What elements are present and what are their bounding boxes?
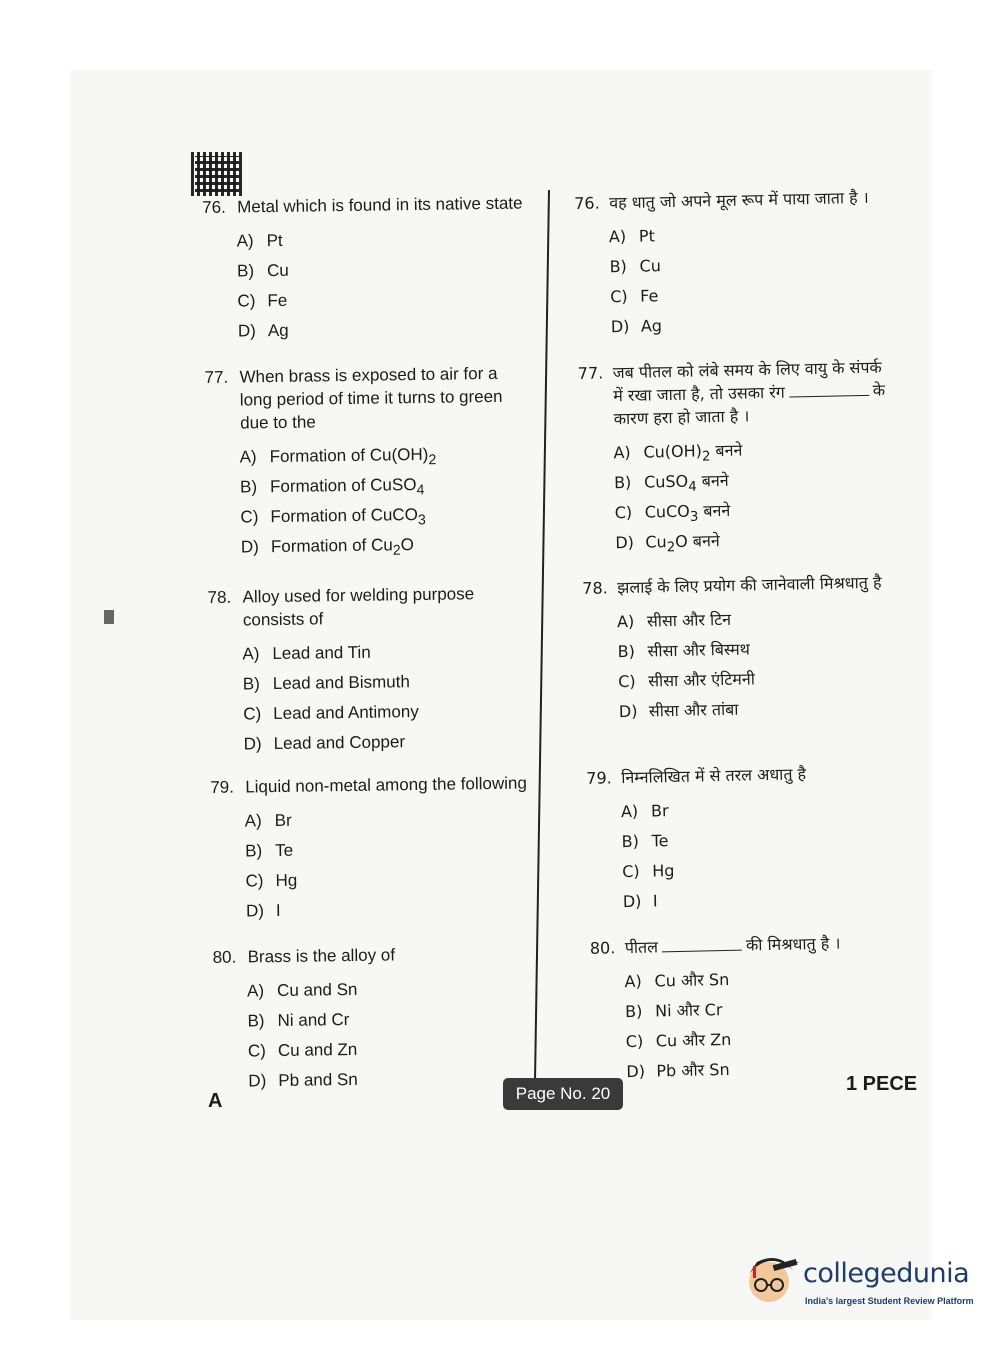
question-80 xyxy=(212,941,554,1097)
qr-code xyxy=(191,152,243,196)
option-d xyxy=(238,312,544,346)
option-b xyxy=(240,468,546,502)
option-letter: D) xyxy=(618,701,638,722)
option-a xyxy=(239,438,545,472)
option-text: Pb and Sn xyxy=(278,1069,358,1091)
option-c xyxy=(243,695,549,729)
option-letter: A) xyxy=(244,811,262,831)
option-letter: D) xyxy=(245,901,265,921)
question-number: 77. xyxy=(577,363,604,383)
option-a xyxy=(242,635,548,669)
option-letter: B) xyxy=(613,472,632,493)
brand-tagline: India's largest Student Review Platform xyxy=(805,1296,974,1306)
fill-in-blank xyxy=(789,395,869,398)
margin-mark xyxy=(104,610,114,624)
option-letter: D) xyxy=(237,321,256,341)
option-text: Formation of Cu(OH) xyxy=(269,444,429,467)
option-c xyxy=(248,1032,554,1066)
option-subscript: 2 xyxy=(428,452,437,469)
option-b xyxy=(245,832,551,866)
question-text: Liquid non-metal among the following xyxy=(245,773,527,797)
option-letter: D) xyxy=(622,891,642,912)
question-text: कारण हरा हो जाता है । xyxy=(613,406,750,429)
option-text: Formation of Cu xyxy=(270,535,393,557)
option-text: सीसा और तांबा xyxy=(648,699,739,721)
option-letter: B) xyxy=(239,477,258,497)
question-number: 76. xyxy=(202,197,226,217)
question-76 xyxy=(574,185,917,343)
question-text: वह धातु जो अपने मूल रूप में पाया जाता है । xyxy=(609,187,869,213)
option-letter: D) xyxy=(240,537,259,557)
option-letter: A) xyxy=(239,447,257,467)
option-text: Fe xyxy=(639,286,659,306)
option-letter: D) xyxy=(243,734,262,754)
option-text: Br xyxy=(650,801,669,821)
option-letter: B) xyxy=(617,641,636,662)
option-text: Pt xyxy=(266,230,283,251)
option-text: सीसा और एंटिमनी xyxy=(648,669,756,691)
option-text-after: बनने xyxy=(696,470,729,491)
option-letter: D) xyxy=(610,316,630,337)
option-text: I xyxy=(652,891,658,911)
brand-name: collegedunia xyxy=(803,1258,970,1289)
question-76 xyxy=(202,191,544,347)
option-d xyxy=(246,892,552,926)
question-text: जब पीतल को लंबे समय के लिए वायु के संपर्क xyxy=(612,357,882,383)
option-letter: A) xyxy=(608,226,627,247)
option-subscript: 4 xyxy=(688,479,697,495)
mascot-icon xyxy=(745,1252,801,1308)
option-a xyxy=(236,222,542,256)
option-text: Cu and Zn xyxy=(277,1039,358,1061)
english-column xyxy=(202,191,554,1091)
question-number: 77. xyxy=(204,367,229,387)
option-c xyxy=(245,862,551,896)
option-subscript: 2 xyxy=(666,540,676,556)
option-letter: B) xyxy=(247,1011,265,1031)
option-text: Formation of CuSO xyxy=(269,475,417,497)
option-text: CuSO xyxy=(643,471,689,492)
option-text: Cu और Zn xyxy=(655,1029,732,1051)
option-letter: A) xyxy=(624,971,642,992)
option-d xyxy=(611,306,918,342)
option-text: Ag xyxy=(267,320,289,341)
question-78 xyxy=(582,570,925,728)
option-a xyxy=(245,802,551,836)
option-text: सीसा और बिस्मथ xyxy=(647,639,751,661)
question-text: Brass is the alloy of xyxy=(247,945,396,967)
option-text: I xyxy=(275,900,281,921)
option-letter: D) xyxy=(626,1061,646,1082)
question-77 xyxy=(204,361,547,563)
option-letter: C) xyxy=(614,502,633,523)
option-text: Lead and Copper xyxy=(273,732,406,754)
option-letter: A) xyxy=(620,801,639,822)
option-text: Hg xyxy=(275,870,298,891)
option-d xyxy=(619,691,926,727)
option-text: Cu xyxy=(266,260,289,281)
question-text-suffix: की मिश्रधातु है । xyxy=(745,933,841,955)
option-letter: C) xyxy=(243,704,262,724)
set-label: A xyxy=(208,1090,223,1112)
option-d xyxy=(615,522,922,558)
question-text: due to the xyxy=(240,412,316,433)
option-letter: C) xyxy=(245,871,264,891)
option-c xyxy=(237,282,543,316)
question-number: 78. xyxy=(207,587,232,607)
question-text: When brass is exposed to air for a xyxy=(239,363,498,387)
option-d xyxy=(243,725,549,759)
option-subscript: 2 xyxy=(392,542,401,559)
option-text: Br xyxy=(274,810,292,831)
option-text: Pt xyxy=(638,226,656,246)
option-letter: A) xyxy=(616,611,635,632)
option-text: सीसा और टिन xyxy=(646,609,732,631)
question-78 xyxy=(207,581,549,760)
question-number: 79. xyxy=(586,768,612,788)
page-number-badge: Page No. 20 xyxy=(503,1078,623,1110)
option-letter: D) xyxy=(615,532,635,553)
option-text: Ni और Cr xyxy=(654,1000,723,1021)
option-letter: C) xyxy=(625,1031,644,1052)
option-letter: A) xyxy=(246,981,265,1001)
question-text: निम्नलिखित में से तरल अधातु है xyxy=(621,764,807,788)
option-text: Pb और Sn xyxy=(656,1059,730,1081)
paper-code: 1 PECE xyxy=(846,1073,918,1095)
option-text: Lead and Tin xyxy=(272,642,371,664)
option-subscript: 3 xyxy=(689,509,699,525)
option-letter: C) xyxy=(247,1041,267,1061)
option-text: Cu(OH) xyxy=(643,441,703,462)
option-letter: B) xyxy=(624,1001,643,1022)
question-80 xyxy=(590,930,933,1088)
option-a xyxy=(247,972,553,1006)
option-text: Te xyxy=(651,831,669,851)
option-text: Cu xyxy=(639,256,662,276)
option-d xyxy=(241,528,547,562)
fill-in-blank xyxy=(662,950,742,953)
option-text: Cu and Sn xyxy=(276,979,358,1001)
question-text: consists of xyxy=(242,609,324,630)
option-letter: A) xyxy=(236,231,254,251)
option-text: Cu xyxy=(645,532,667,552)
option-text: Hg xyxy=(652,861,675,881)
question-79 xyxy=(210,771,552,927)
question-number: 76. xyxy=(574,193,600,213)
question-text: झलाई के लिए प्रयोग की जानेवाली मिश्रधातु है xyxy=(617,572,882,598)
option-text-after: बनने xyxy=(710,440,743,461)
option-b xyxy=(237,252,543,286)
option-letter: A) xyxy=(242,644,260,664)
hindi-column xyxy=(574,185,913,1082)
option-letter: B) xyxy=(242,674,260,694)
question-text: Metal which is found in its native state xyxy=(237,193,523,217)
option-b xyxy=(247,1002,553,1036)
option-b xyxy=(243,665,549,699)
question-text: पीतल xyxy=(624,937,659,958)
question-text-suffix: के xyxy=(872,380,886,400)
option-text: CuCO xyxy=(644,501,690,522)
question-text: Alloy used for welding purpose xyxy=(242,584,475,607)
option-letter: B) xyxy=(236,261,255,281)
brand-logo xyxy=(745,1250,975,1320)
option-text-after: O बनने xyxy=(674,531,720,551)
question-number: 78. xyxy=(582,578,608,598)
question-text: में रखा जाता है, तो उसका रंग xyxy=(613,382,785,406)
option-letter: B) xyxy=(621,831,640,852)
option-text: Ag xyxy=(640,316,663,336)
option-subscript: 4 xyxy=(416,482,425,499)
option-text: Te xyxy=(275,840,294,861)
option-text: Lead and Bismuth xyxy=(272,672,410,694)
question-number: 80. xyxy=(212,947,237,967)
option-letter: C) xyxy=(618,671,636,692)
option-text: Lead and Antimony xyxy=(273,702,419,724)
question-77 xyxy=(578,355,922,559)
option-letter: C) xyxy=(237,291,256,311)
option-subscript: 3 xyxy=(417,512,426,529)
option-text: Ni and Cr xyxy=(277,1010,350,1031)
option-letter: D) xyxy=(248,1071,267,1091)
option-text: Cu और Sn xyxy=(654,969,730,991)
option-letter: C) xyxy=(622,861,640,882)
option-letter: B) xyxy=(609,256,627,277)
option-text-after: O xyxy=(400,535,415,555)
option-c xyxy=(240,498,546,532)
option-letter: C) xyxy=(610,286,628,307)
question-text: long period of time it turns to green xyxy=(239,386,503,410)
question-79 xyxy=(586,760,929,918)
question-number: 80. xyxy=(589,938,616,958)
option-subscript: 2 xyxy=(701,449,711,465)
option-text: Fe xyxy=(267,290,288,311)
option-letter: A) xyxy=(613,442,631,463)
question-number: 79. xyxy=(210,777,235,797)
option-letter: C) xyxy=(240,507,259,527)
option-text-after: बनने xyxy=(698,500,731,521)
option-letter: B) xyxy=(245,841,263,861)
option-text: Formation of CuCO xyxy=(270,505,418,527)
